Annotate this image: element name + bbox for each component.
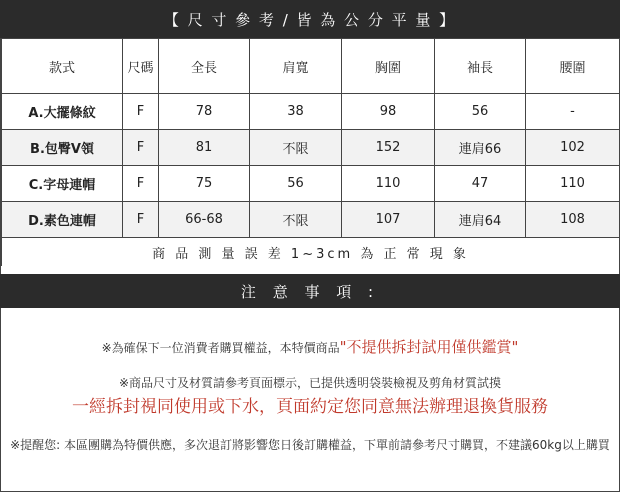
shoulder-cell: 不限 xyxy=(250,130,342,166)
length-cell: 78 xyxy=(159,94,250,130)
style-name: A.大擺條紋 xyxy=(2,94,123,130)
notice-box xyxy=(0,308,620,492)
sleeve-cell: 連肩64 xyxy=(435,202,526,238)
length-cell: 75 xyxy=(159,166,250,202)
notice-title: 注 意 事 項 : xyxy=(0,274,620,308)
waist-cell: 110 xyxy=(526,166,620,202)
waist-cell: 102 xyxy=(526,130,620,166)
size-chart-title: 【 尺 寸 參 考 / 皆 為 公 分 平 量 】 xyxy=(0,0,620,38)
notice-line-1-prefix: ※為確保下一位消費者購買權益，本特價商品 xyxy=(101,341,340,355)
style-name: D.素色連帽 xyxy=(2,202,123,238)
column-header: 款式 xyxy=(2,39,123,94)
size-cell: F xyxy=(123,202,159,238)
shoulder-cell: 56 xyxy=(250,166,342,202)
chest-cell: 152 xyxy=(342,130,435,166)
table-row xyxy=(2,130,620,166)
style-name: C.字母連帽 xyxy=(2,166,123,202)
sleeve-cell: 56 xyxy=(435,94,526,130)
column-header: 胸圍 xyxy=(342,39,435,94)
size-cell: F xyxy=(123,166,159,202)
column-header: 袖長 xyxy=(435,39,526,94)
length-cell: 66-68 xyxy=(159,202,250,238)
table-row xyxy=(2,94,620,130)
size-table xyxy=(1,38,620,266)
table-row xyxy=(2,202,620,238)
waist-cell: 108 xyxy=(526,202,620,238)
table-row xyxy=(2,166,620,202)
size-cell: F xyxy=(123,94,159,130)
notice-line-1 xyxy=(1,336,619,357)
size-table-container xyxy=(0,38,620,274)
column-header: 肩寬 xyxy=(250,39,342,94)
waist-cell: - xyxy=(526,94,620,130)
column-header: 全長 xyxy=(159,39,250,94)
shoulder-cell: 不限 xyxy=(250,202,342,238)
measurement-note: 商 品 測 量 誤 差 1~3cm 為 正 常 現 象 xyxy=(2,238,620,267)
column-header: 腰圍 xyxy=(526,39,620,94)
sleeve-cell: 連肩66 xyxy=(435,130,526,166)
shoulder-cell: 38 xyxy=(250,94,342,130)
notice-line-3: 一經拆封視同使用或下水，頁面約定您同意無法辦理退換貨服務 xyxy=(72,397,548,417)
chest-cell: 98 xyxy=(342,94,435,130)
table-header-row xyxy=(2,39,620,94)
column-header: 尺碼 xyxy=(123,39,159,94)
size-cell: F xyxy=(123,130,159,166)
style-name: B.包臀V領 xyxy=(2,130,123,166)
length-cell: 81 xyxy=(159,130,250,166)
notice-line-2: ※商品尺寸及材質請參考頁面標示，已提供透明袋裝檢視及剪角材質試摸 xyxy=(118,376,502,390)
table-note-row xyxy=(2,238,620,267)
chest-cell: 107 xyxy=(342,202,435,238)
notice-line-1-highlight: "不提供拆封試用僅供鑑賞" xyxy=(339,338,519,356)
chest-cell: 110 xyxy=(342,166,435,202)
sleeve-cell: 47 xyxy=(435,166,526,202)
notice-line-4: ※提醒您: 本區團購為特價供應，多次退訂將影響您日後訂購權益，下單前請參考尺寸購買，不建議60kg以上購買 xyxy=(10,438,610,452)
